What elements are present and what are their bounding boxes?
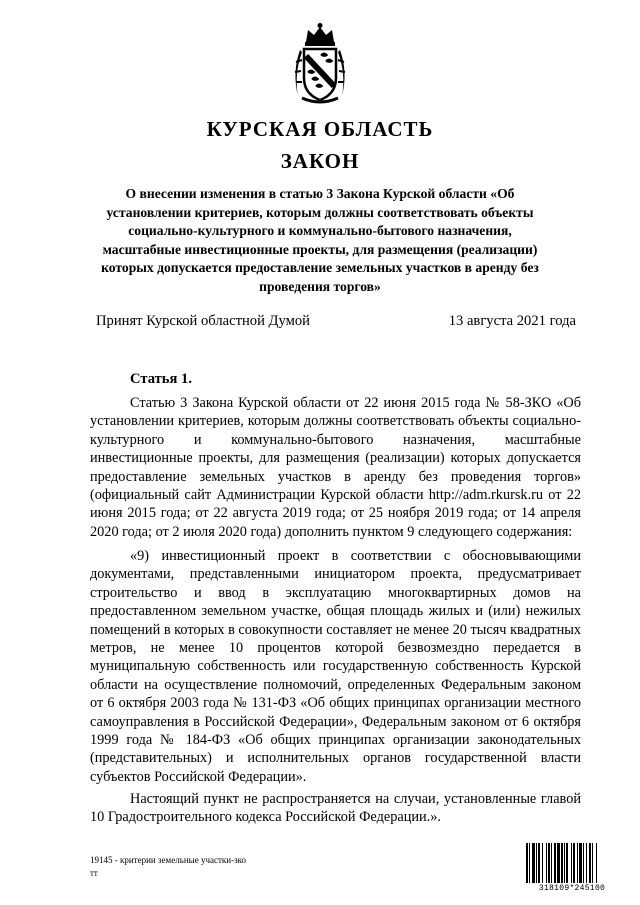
article-paragraph: «9) инвестиционный проект в соответствии с обосновывающими документами, представленными инициатором проекта, предусматривает строительство и ввод в эксплуатацию многоквартирных домов на предоставленном земельном участке, общая площадь жилых и (или) нежилых помещений в которых в совокупности составляет не менее 20 тысяч квадратных метров, не менее 10 процентов которой безвозмездно передается в муниципальную собственность или государственную собственность Курской области на осуществление полномочий, определенных Федеральным законом от 6 октября 2003 года № 131-ФЗ «Об общих принципах организации местного самоуправления в Российской Федерации», Федеральным законом от 6 октября 1999 года № 184-ФЗ «Об общих принципах организации законодательных (представительных) и исполнительных органов государственной власти субъектов Российской Федерации». — [90, 548, 581, 785]
region-title: КУРСКАЯ ОБЛАСТЬ — [206, 117, 434, 141]
adoption-date: 13 августа 2021 года — [448, 313, 576, 329]
law-title: О внесении изменения в статью 3 Закона Курской области «Об установлении критериев, которым должны соответствовать объекты социально-культурного и коммунально-бытового назначения, масштабные инвестиционные проекты, для размещения (реализации) которых допускается предоставление земельных участков в аренду без проведения торгов» — [101, 186, 539, 294]
adopted-by: Принят Курской областной Думой — [96, 313, 310, 329]
article-heading: Статья 1. — [130, 371, 192, 387]
barcode-icon — [526, 843, 618, 883]
barcode-number: 318109*245100 — [538, 884, 606, 893]
executor-initials: тт — [90, 868, 98, 878]
document-type-heading: ЗАКОН — [280, 149, 360, 173]
kursk-coat-of-arms-icon — [288, 22, 352, 106]
file-code: 19145 - критерии земельные участки-зко — [90, 855, 247, 865]
article-paragraph: Статью 3 Закона Курской области от 22 июня 2015 года № 58-ЗКО «Об установлении критериев, которым должны соответствовать объекты социально-культурного и коммунально-бытового назначения, масштабные инвестиционные проекты, для размещения (реализации) которых допускается предоставление земельных участков в аренду без проведения торгов» (официальный сайт Администрации Курской области http://adm.rkursk.ru от 22 июня 2015 года; от 22 августа 2019 года; от 25 ноября 2019 года; от 14 апреля 2020 года; от 2 июля 2020 года) дополнить пунктом 9 следующего содержания: — [90, 395, 581, 540]
article-paragraph: Настоящий пункт не распространяется на случаи, установленные главой 10 Градостроительного кодекса Российской Федерации.». — [90, 791, 581, 826]
